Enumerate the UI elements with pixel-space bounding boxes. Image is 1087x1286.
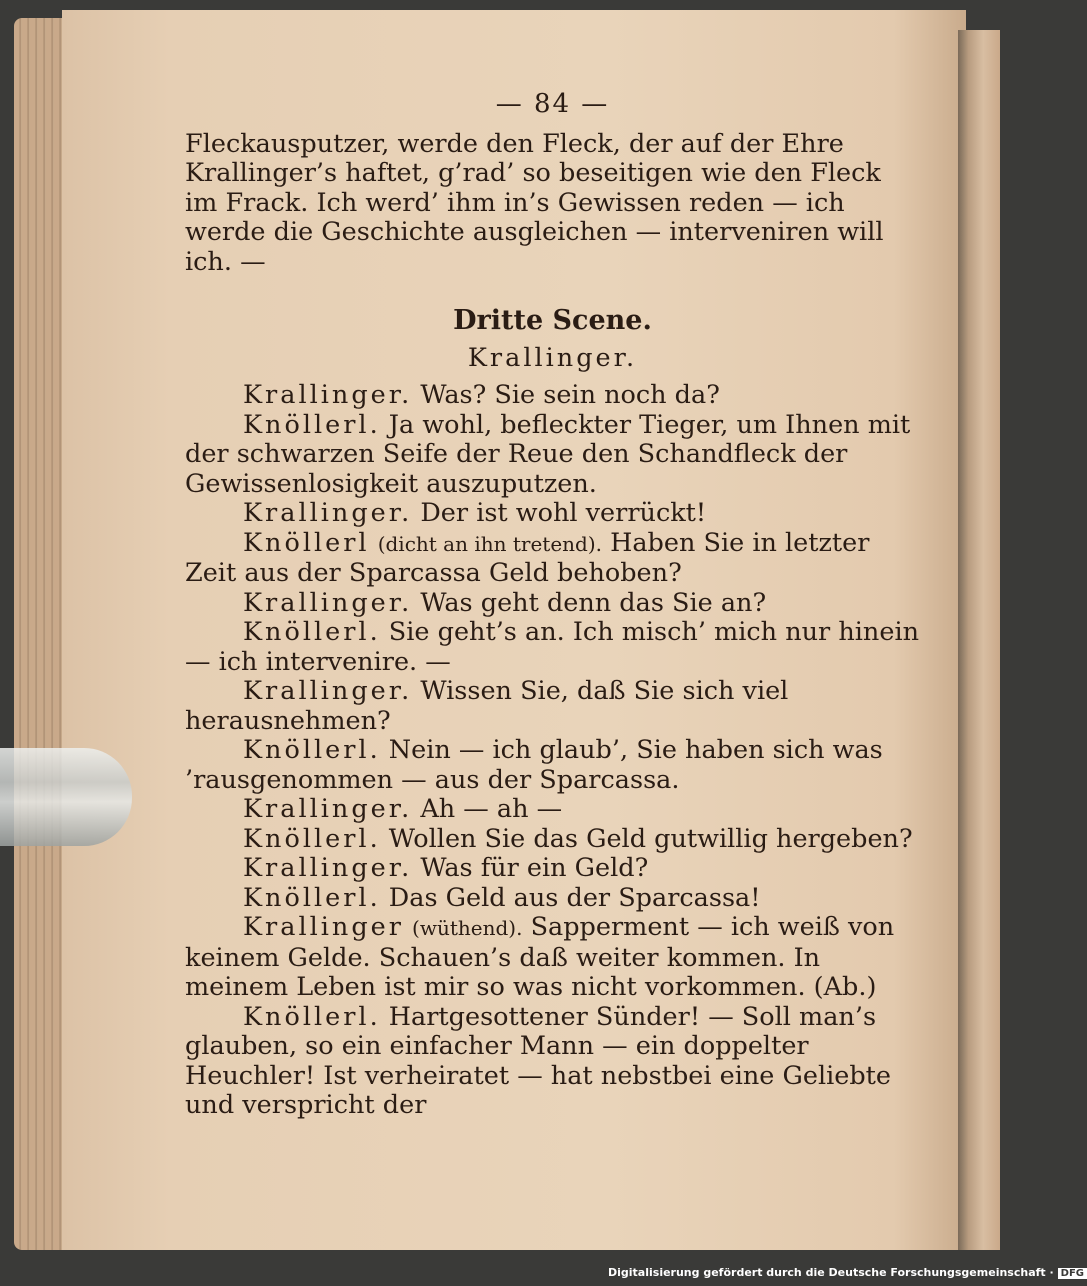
dialogue-line	[185, 1003, 920, 1121]
line-text: Wollen Sie das Geld gutwillig hergeben?	[388, 823, 913, 854]
footer-credit	[608, 1266, 1087, 1284]
line-text: Hartgesottener Sünder! — Soll man’s glauben, so ein einfacher Mann — ein doppelter Heuchler! Ist verheiratet — hat nebstbei eine Geliebte und verspricht der	[185, 1001, 892, 1120]
dialogue-line	[185, 411, 920, 500]
line-text: Was? Sie sein noch da?	[420, 380, 720, 410]
speaker: Knöllerl.	[243, 617, 381, 647]
speaker: Knöllerl.	[243, 823, 381, 854]
speaker: Knöllerl.	[243, 882, 381, 913]
page-number: — 84 —	[495, 89, 610, 119]
speaker: Knöllerl.	[243, 1001, 381, 1032]
line-text: Der ist wohl verrückt!	[420, 498, 707, 528]
line-text: Sie geht’s an. Ich misch’ mich nur hinein — ich intervenire. —	[185, 617, 920, 677]
dialogue-line	[185, 884, 920, 914]
dialogue-line	[185, 736, 920, 795]
speaker: Knöllerl	[243, 527, 370, 558]
line-text: Ja wohl, befleckter Tieger, um Ihnen mit der schwarzen Seife der Reue den Schandfleck der Gewissenlosigkeit auszuputzen.	[185, 409, 911, 499]
dialogue-line	[185, 913, 920, 1003]
speaker: Krallinger.	[243, 676, 413, 706]
dialogue-line	[185, 618, 920, 677]
speaker: Knöllerl.	[243, 735, 381, 765]
speaker: Krallinger	[243, 912, 404, 942]
page-text	[185, 90, 920, 1121]
footer-text: Digitalisierung gefördert durch die Deutsche Forschungsgemeinschaft ·	[608, 1266, 1054, 1279]
speaker: Krallinger.	[243, 853, 413, 883]
dialogue-line	[185, 854, 920, 884]
line-text: Was für ein Geld?	[420, 853, 649, 883]
speaker: Knöllerl.	[243, 409, 381, 440]
dialogue-line	[185, 677, 920, 736]
speaker: Krallinger.	[243, 380, 413, 410]
stage-direction: (dicht an ihn tretend).	[377, 531, 602, 556]
line-text: Nein — ich glaub’, Sie haben sich was ’rausgenommen — aus der Sparcassa.	[185, 735, 883, 795]
stage-direction: (wüthend).	[412, 916, 523, 940]
line-text: Was geht denn das Sie an?	[420, 587, 767, 618]
speaker: Krallinger.	[243, 498, 413, 528]
dialogue-line	[185, 381, 920, 411]
speaker: Krallinger.	[243, 794, 413, 824]
dialogue-line	[185, 529, 920, 589]
page-clip	[0, 748, 132, 846]
dialogue-line	[185, 795, 920, 825]
dialogue-line	[185, 589, 920, 619]
line-text: Sapperment — ich weiß von keinem Gelde. Schauen’s daß weiter kommen. In meinem Leben ist mir so was nicht vorkommen. (Ab.)	[185, 912, 895, 1002]
line-text: Wissen Sie, daß Sie sich viel herausnehmen?	[185, 676, 789, 736]
scene-cast: Krallinger.	[467, 342, 638, 373]
dfg-logo: DFG	[1058, 1268, 1087, 1279]
paragraph: Fleckausputzer, werde den Fleck, der auf der Ehre Krallinger’s haftet, g’rad’ so beseitigen wie den Fleck im Frack. Ich werd’ ihm in’s Gewissen reden — ich werde die Geschichte ausgleichen — interveniren will ich. —	[185, 128, 884, 277]
book-gutter	[958, 30, 1000, 1250]
dialogue-line	[185, 825, 920, 855]
scene-heading: Dritte Scene.	[453, 305, 652, 336]
dialogue-line	[185, 499, 920, 529]
line-text: Haben Sie in letzter Zeit aus der Sparcassa Geld behoben?	[185, 527, 870, 588]
line-text: Ah — ah —	[420, 794, 563, 824]
speaker: Krallinger.	[243, 587, 413, 618]
line-text: Das Geld aus der Sparcassa!	[388, 882, 761, 913]
